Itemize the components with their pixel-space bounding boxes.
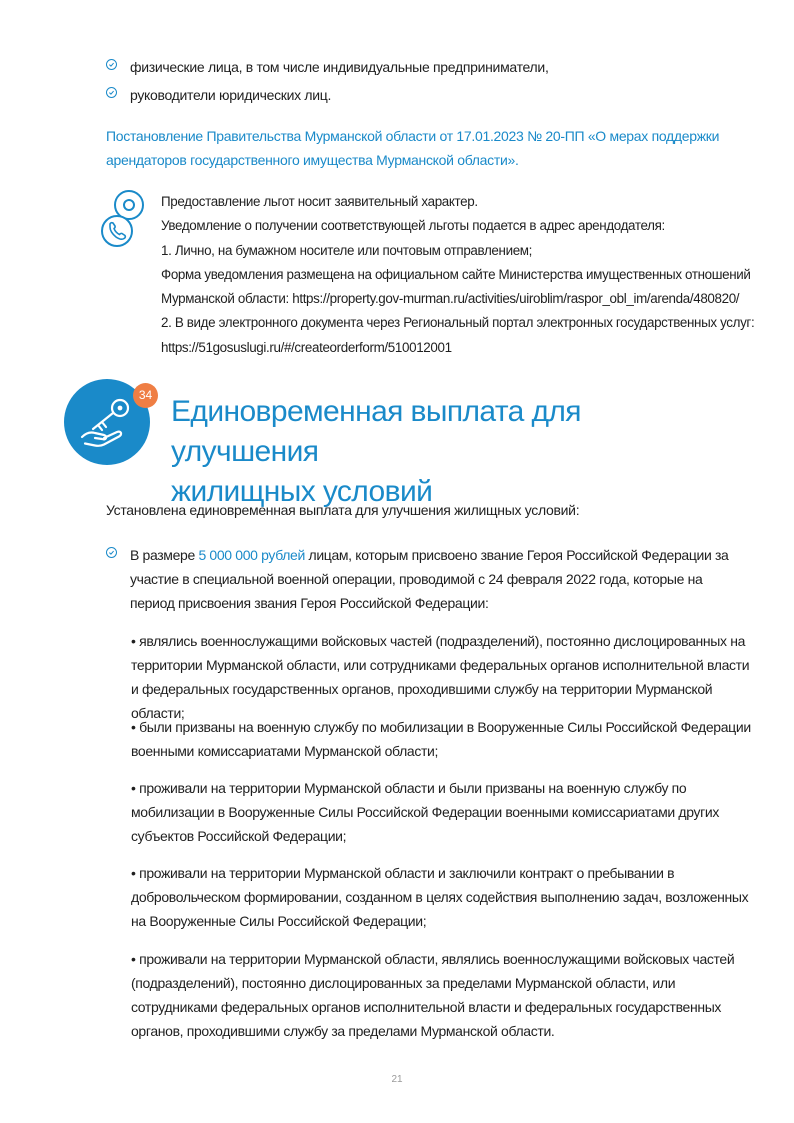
info-line: 2. В виде электронного документа через Региональный портал электронных государственных услуг:: [161, 315, 755, 331]
payment-prefix: В размере: [130, 547, 199, 563]
payment-suffix: лицам, которым присвоено звание Героя Российской Федерации за участие в специальной военной операции, проводимой с 24 февраля 2022 года, которые на период присвоения звания Героя Российской Федерации:: [130, 547, 729, 611]
info-line: Уведомление о получении соответствующей льготы подается в адрес арендодателя:: [161, 218, 665, 234]
payment-amount: 5 000 000 рублей: [198, 547, 305, 563]
list-item: • проживали на территории Мурманской области и заключили контракт о пребывании в добровольческом формировании, созданном в целях содействия выполнению задач, возложенных на Вооруженные Силы Российской Федерации;: [131, 865, 749, 929]
check-circle-icon: [106, 87, 117, 98]
list-item: • были призваны на военную службу по мобилизации в Вооруженные Силы Российской Федерации военными комиссариатами Мурманской области;: [131, 719, 751, 759]
list-item-text: физические лица, в том числе индивидуальные предприниматели,: [130, 59, 549, 75]
list-item: [106, 543, 746, 615]
section-intro: Установлена единовременная выплата для улучшения жилищных условий:: [106, 502, 580, 518]
key-hand-icon: [76, 393, 138, 451]
info-line: Форма уведомления размещена на официальном сайте Министерства имущественных отношений: [161, 266, 751, 282]
location-phone-icon: [100, 186, 150, 252]
list-item-text: руководители юридических лиц.: [130, 87, 332, 103]
list-item: [106, 83, 331, 107]
info-line: 1. Лично, на бумажном носителе или почтовым отправлением;: [161, 242, 533, 258]
page-number: 21: [391, 1074, 403, 1085]
decree-reference: Постановление Правительства Мурманской области от 17.01.2023 № 20-ПП «О мерах поддержки арендаторов государственного имущества Мурманской области».: [106, 128, 720, 168]
payment-description: [130, 543, 746, 615]
application-info: [161, 190, 761, 360]
section-title: [171, 392, 731, 512]
info-line: Предоставление льгот носит заявительный характер.: [161, 194, 478, 209]
check-circle-icon: [106, 59, 117, 70]
list-item: [106, 55, 549, 79]
section-title-line: Единовременная выплата для улучшения: [171, 395, 581, 468]
property-website-link[interactable]: Мурманской области: https://property.gov-murman.ru/activities/uiroblim/raspor_obl_im/arenda/480820/: [161, 291, 740, 307]
list-item: • проживали на территории Мурманской области, являлись военнослужащими войсковых частей (подразделений), постоянно дислоцированных за пределами Мурманской области, или сотрудниками федеральных органов исполнительной власти и федеральных государственных органов, проходившими службу за пределами Мурманской области.: [131, 951, 735, 1039]
section-number-badge: 34: [133, 383, 158, 408]
list-item: • проживали на территории Мурманской области и были призваны на военную службу по мобилизации в Вооруженные Силы Российской Федерации военными комиссариатами других субъектов Российской Федерации;: [131, 780, 720, 844]
check-circle-icon: [106, 547, 117, 558]
section-title-line: жилищных условий: [171, 475, 433, 508]
list-item: • являлись военнослужащими войсковых частей (подразделений), постоянно дислоцированных на территории Мурманской области, или сотрудниками федеральных органов исполнительной власти и федеральных государственных органов, проходившими службу на территории Мурманской области;: [131, 633, 750, 721]
gosuslugi-link[interactable]: https://51gosuslugi.ru/#/createorderform/510012001: [161, 339, 452, 355]
